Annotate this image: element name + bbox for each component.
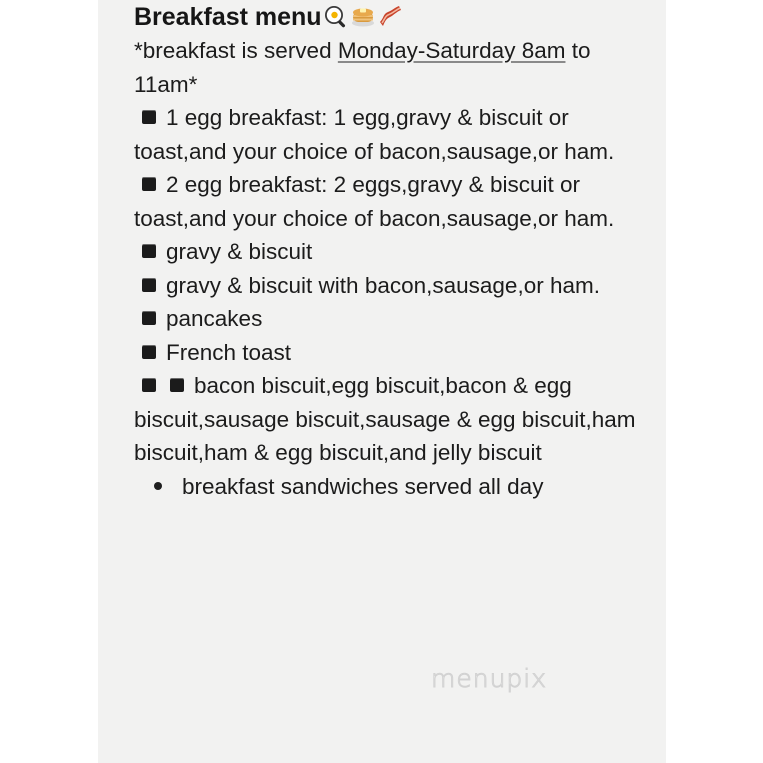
watermark-logo: menupix [431, 664, 548, 693]
black-square-icon [142, 311, 156, 325]
list-item [134, 369, 654, 470]
black-square-icon [142, 244, 156, 258]
black-square-icon [142, 177, 156, 191]
menu-item-text: gravy & biscuit [166, 239, 313, 264]
menu-item-text: gravy & biscuit with bacon,sausage,or ham. [166, 272, 600, 298]
serving-days-link[interactable]: Monday-Saturday 8am [337, 38, 566, 63]
footnote-bullet [134, 470, 654, 504]
menu-item-text: bacon biscuit,egg biscuit,bacon & egg biscuit,sausage biscuit,sausage & egg biscuit,ham biscuit,ham & egg biscuit,and jelly biscuit [134, 373, 636, 465]
pancakes-icon [350, 3, 376, 29]
footnote-text: breakfast sandwiches served all day [182, 473, 544, 499]
serving-hours-suffix: to 11am* [134, 38, 591, 97]
menu-page [98, 0, 666, 763]
black-square-icon [142, 110, 156, 124]
list-item [134, 101, 654, 168]
list-item [134, 302, 654, 336]
menu-item-text: pancakes [166, 306, 263, 331]
black-square-icon [142, 278, 156, 292]
frying-pan-egg-icon [323, 3, 349, 29]
bacon-icon [377, 3, 403, 29]
serving-hours-note [134, 34, 654, 101]
menu-item-text: 1 egg breakfast: 1 egg,gravy & biscuit or toast,and your choice of bacon,sausage,or ham. [134, 105, 615, 164]
menu-note [134, 0, 654, 503]
list-item [134, 336, 654, 370]
black-square-icon [142, 345, 156, 359]
menu-title-row [134, 0, 654, 34]
list-item [134, 235, 654, 269]
black-square-icon [170, 378, 184, 392]
list-item [134, 168, 654, 235]
menu-item-text: 2 egg breakfast: 2 eggs,gravy & biscuit or toast,and your choice of bacon,sausage,or ham. [134, 172, 615, 231]
menu-title: Breakfast menu [134, 3, 322, 31]
menu-item-text: French toast [166, 339, 292, 365]
bullet-dot-icon [154, 482, 162, 490]
list-item [134, 269, 654, 303]
black-square-icon [142, 378, 156, 392]
serving-hours-prefix: *breakfast is served [134, 38, 338, 63]
